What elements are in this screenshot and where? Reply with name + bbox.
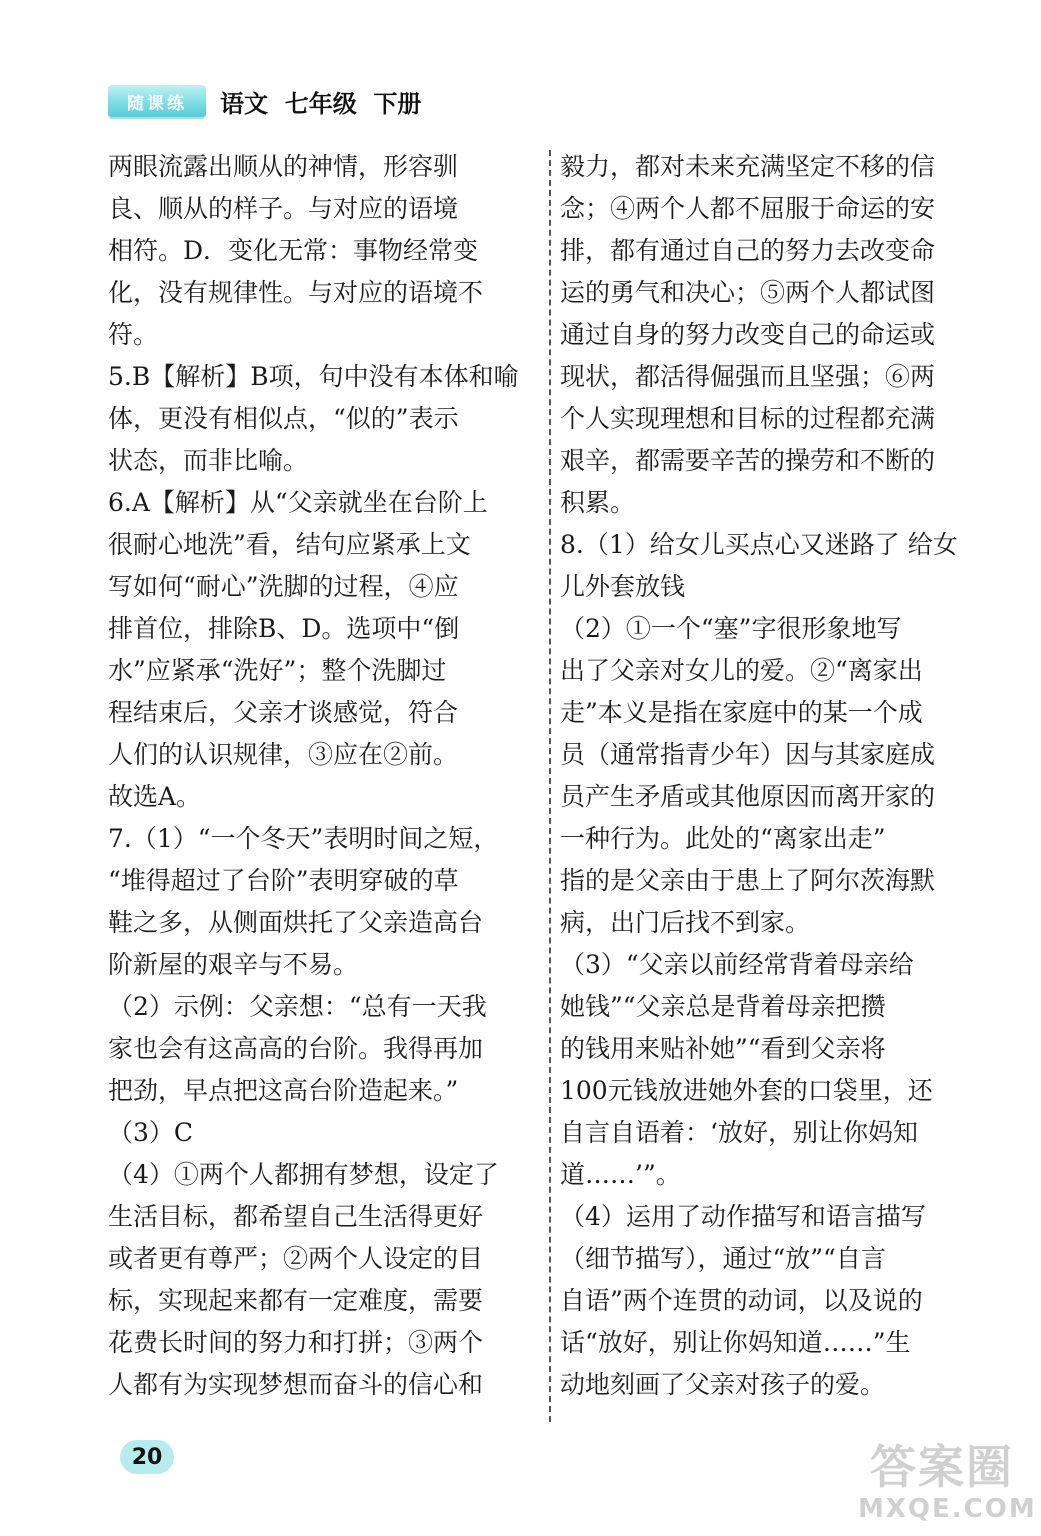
text-line: 很耐心地洗”看，结句应紧承上文 (108, 530, 471, 559)
column-divider (549, 150, 551, 1422)
text-line: （细节描写），通过“放”“自言 (560, 1244, 886, 1273)
text-line: 人们的认识规律，③应在②前。 (108, 740, 459, 769)
watermark-logo (858, 1440, 1037, 1530)
text-line: 的钱用来贴补她”“看到父亲将 (560, 1034, 886, 1063)
right-column (560, 146, 982, 1406)
text-line: 道……’”。 (560, 1160, 681, 1189)
text-line: 或者更有尊严；②两个人设定的目 (108, 1244, 484, 1273)
text-line: 6.A【解析】从“父亲就坐在台阶上 (108, 488, 488, 517)
text-line: （3）“父亲以前经常背着母亲给 (560, 950, 914, 979)
text-line: 7.（1）“一个冬天”表明时间之短， (108, 824, 499, 853)
text-line: 自语”两个连贯的动词，以及说的 (560, 1286, 923, 1315)
watermark-url-text: MXQE.COM (858, 1494, 1037, 1524)
text-line: 阶新屋的艰辛与不易。 (108, 950, 359, 979)
text-line: 念；④两个人都不屈服于命运的安 (560, 194, 936, 223)
text-line: 鞋之多，从侧面烘托了父亲造高台 (108, 908, 484, 937)
text-line: 状态，而非比喻。 (108, 446, 309, 475)
text-line: （3）C (108, 1118, 194, 1147)
text-line: 符。 (108, 320, 159, 349)
text-line: 通过自身的努力改变自己的命运或 (560, 320, 936, 349)
series-logo: 随课练 (108, 85, 206, 117)
text-line: 化，没有规律性。与对应的语境不 (108, 278, 484, 307)
left-column (108, 146, 532, 1406)
text-line: 5.B【解析】B项，句中没有本体和喻 (108, 362, 519, 391)
text-line: 个人实现理想和目标的过程都充满 (560, 404, 936, 433)
text-line: 走”本义是指在家庭中的某一个成 (560, 698, 923, 727)
page-header (108, 82, 421, 120)
text-line: （4）运用了动作描写和语言描写 (560, 1202, 926, 1231)
text-line: 排，都有通过自己的努力去改变命 (560, 236, 936, 265)
text-line: 毅力，都对未来充满坚定不移的信 (560, 152, 936, 181)
text-line: 运的勇气和决心；⑤两个人都试图 (560, 278, 936, 307)
text-line: 写如何“耐心”洗脚的过程，④应 (108, 572, 459, 601)
text-line: 指的是父亲由于患上了阿尔茨海默 (560, 866, 936, 895)
text-line: 水”应紧承“洗好”；整个洗脚过 (108, 656, 447, 685)
text-line: 积累。 (560, 488, 636, 517)
text-line: 一种行为。此处的“离家出走” (560, 824, 886, 853)
text-line: 现状，都活得倔强而且坚强；⑥两 (560, 362, 936, 391)
text-line: 相符。D．变化无常：事物经常变 (108, 236, 479, 265)
book-title: 语文 七年级 下册 (220, 88, 422, 118)
text-line: 把劲，早点把这高台阶造起来。” (108, 1076, 459, 1105)
text-line: 排首位，排除B、D。选项中“倒 (108, 614, 460, 643)
text-line: 花费长时间的努力和打拼；③两个 (108, 1328, 484, 1357)
text-line: 两眼流露出顺从的神情，形容驯 (108, 152, 459, 181)
text-line: 儿外套放钱 (560, 572, 686, 601)
text-line: 程结束后，父亲才谈感觉，符合 (108, 698, 459, 727)
text-line: 生活目标，都希望自己生活得更好 (108, 1202, 484, 1231)
text-line: （2）示例：父亲想：“总有一天我 (108, 992, 487, 1021)
text-line: 良、顺从的样子。与对应的语境 (108, 194, 459, 223)
text-line: 员产生矛盾或其他原因而离开家的 (560, 782, 936, 811)
text-line: （2）①一个“塞”字很形象地写 (560, 614, 902, 643)
text-line: 动地刻画了父亲对孩子的爱。 (560, 1370, 886, 1399)
text-line: 自言自语着：‘放好，别让你妈知 (560, 1118, 918, 1147)
text-line: 100元钱放进她外套的口袋里，还 (560, 1076, 933, 1105)
text-line: 员（通常指青少年）因与其家庭成 (560, 740, 936, 769)
watermark-main-text: 答案圈 (870, 1440, 1014, 1494)
text-line: “堆得超过了台阶”表明穿破的草 (108, 866, 459, 895)
text-line: 体，更没有相似点，“似的”表示 (108, 404, 459, 433)
page-number: 20 (120, 1440, 174, 1474)
text-line: 病，出门后找不到家。 (560, 908, 811, 937)
text-line: 家也会有这高高的台阶。我得再加 (108, 1034, 484, 1063)
text-line: 故选A。 (108, 782, 202, 811)
text-line: 话“放好，别让你妈知道……”生 (560, 1328, 911, 1357)
text-line: 她钱”“父亲总是背着母亲把攒 (560, 992, 886, 1021)
text-line: 人都有为实现梦想而奋斗的信心和 (108, 1370, 484, 1399)
text-line: 标，实现起来都有一定难度，需要 (108, 1286, 484, 1315)
text-line: 艰辛，都需要辛苦的操劳和不断的 (560, 446, 936, 475)
text-line: （4）①两个人都拥有梦想，设定了 (108, 1160, 499, 1189)
text-line: 8.（1）给女儿买点心又迷路了 给女 (560, 530, 958, 559)
text-line: 出了父亲对女儿的爱。②“离家出 (560, 656, 923, 685)
